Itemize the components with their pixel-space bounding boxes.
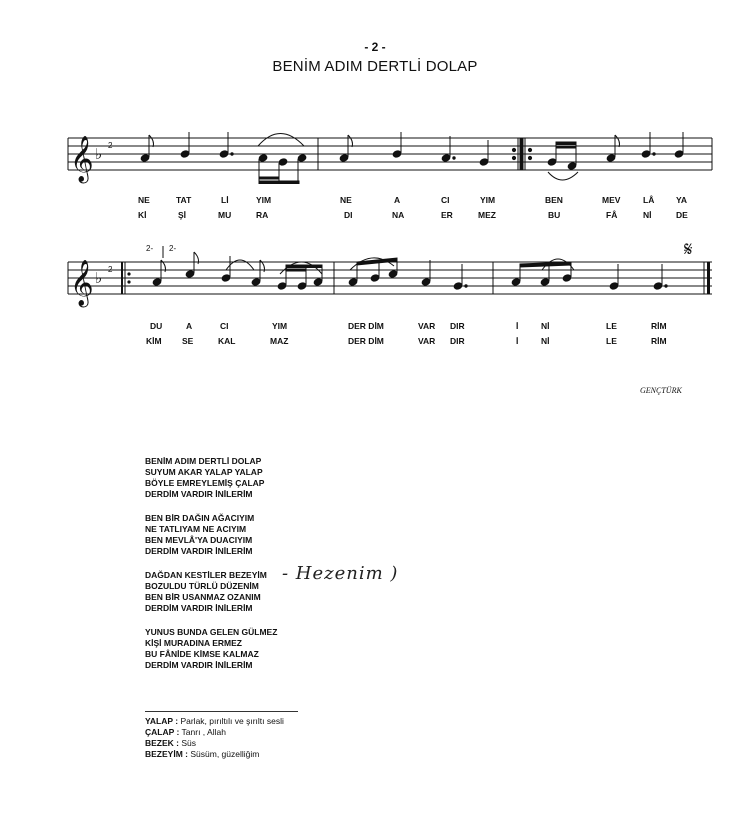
arranger-credit: GENÇTÜRK [640, 386, 682, 395]
lyric: NE [340, 195, 352, 205]
lyric: BU [548, 210, 561, 220]
glossary-definition: Tanrı , Allah [181, 727, 226, 737]
lyric: VAR [418, 336, 436, 346]
lyric: İ [516, 336, 519, 346]
lyric: YIM [256, 195, 272, 205]
glossary-term: BEZEK : [145, 738, 179, 748]
lyric: YIM [480, 195, 496, 205]
lyric: SE [182, 336, 194, 346]
staff-1-lyrics-line-1 [138, 194, 687, 205]
glossary-term: YALAP : [145, 716, 179, 726]
song-title: BENİM ADIM DERTLİ DOLAP [272, 58, 478, 75]
glossary-definition: Süsüm, güzelliğim [190, 749, 260, 759]
lyric: BEN [545, 195, 563, 205]
poem-line: BÖYLE EMREYLEMİŞ ÇALAP [145, 478, 265, 488]
glossary-entry [145, 749, 284, 760]
poem-line: BEN BİR USANMAZ OZANIM [145, 592, 261, 602]
lyric: YIM [272, 321, 288, 331]
lyric: ER [441, 210, 453, 220]
treble-clef-icon: 𝄞 [70, 260, 94, 306]
glossary-entry [145, 738, 284, 749]
lyric: LE [606, 336, 617, 346]
lyric: DIR [450, 336, 465, 346]
poem-stanza-3 [145, 570, 267, 614]
lyric: NA [392, 210, 405, 220]
staff-2-lyrics-line-2 [146, 336, 667, 346]
poem-stanza-2 [145, 513, 254, 557]
lyric: RA [256, 210, 269, 220]
lyric: LE [606, 321, 617, 331]
lyric: DI [344, 210, 353, 220]
lyric: Nİ [541, 336, 550, 346]
lyric: RİM [651, 336, 667, 346]
poem-line: BENİM ADIM DERTLİ DOLAP [145, 456, 262, 466]
lyric: A [394, 195, 401, 205]
glossary [145, 716, 284, 760]
lyric: MEZ [478, 210, 496, 220]
poem-line: DERDİM VARDIR İNİLERİM [145, 660, 253, 670]
lyric: MAZ [270, 336, 289, 346]
lyric: DIR [450, 321, 465, 331]
lyric: MU [218, 210, 232, 220]
lyric: LÂ [643, 195, 655, 205]
lyric: Lİ [221, 195, 229, 205]
lyric: Nİ [643, 210, 652, 220]
poem-line: NE TATLIYAM NE ACIYIM [145, 524, 247, 534]
lyric: RİM [651, 321, 667, 331]
poem-line: DERDİM VARDIR İNİLERİM [145, 546, 253, 556]
staff-1-notes [140, 132, 684, 184]
staff-2-lyrics-line-1 [150, 321, 667, 331]
glossary-definition: Parlak, pırıltılı ve şırıltı sesli [180, 716, 284, 726]
flat-icon: ♭ [95, 269, 103, 287]
lyric: NE [138, 195, 150, 205]
lyric: DER DİM [348, 336, 384, 346]
lyric: TAT [176, 195, 192, 205]
poem-line: DAĞDAN KESTİLER BEZEYİM [145, 570, 267, 580]
poem-line: YUNUS BUNDA GELEN GÜLMEZ [145, 627, 278, 637]
glossary-term: BEZEYİM : [145, 749, 188, 759]
footnote-divider [145, 711, 298, 712]
time-signature: 2 [108, 265, 113, 274]
flat-icon: ♭ [95, 145, 103, 163]
lyric: VAR [418, 321, 436, 331]
poem-line: DERDİM VARDIR İNİLERİM [145, 603, 253, 613]
segno-icon: 𝄋 [684, 237, 693, 261]
staff-1-lyrics-line-2 [138, 209, 688, 220]
lyric: DER DİM [348, 321, 384, 331]
glossary-definition: Süs [181, 738, 197, 748]
page-number: - 2 - [364, 40, 386, 54]
poem-line: KİŞİ MURADINA ERMEZ [145, 638, 242, 648]
staff-2-notes [152, 252, 667, 290]
glossary-entry [145, 716, 284, 727]
poem-line: BEN BİR DAĞIN AĞACIYIM [145, 513, 255, 523]
lyric: YA [676, 195, 688, 205]
poem-line: BOZULDU TÜRLÜ DÜZENİM [145, 581, 259, 591]
lyric: Şİ [178, 210, 187, 220]
lyric: İ [516, 321, 519, 331]
lyric: DE [676, 210, 688, 220]
glossary-term: ÇALAP : [145, 727, 180, 737]
lyric: CI [220, 321, 229, 331]
poem-line: BU FÂNİDE KİMSE KALMAZ [145, 649, 259, 659]
final-barline [707, 262, 710, 294]
glossary-entry [145, 727, 284, 738]
volta-label: 2- [146, 244, 154, 253]
lyric: FÂ [606, 210, 618, 220]
sheet-music [0, 0, 750, 370]
poem-line: BEN MEVLÂ'YA DUACIYIM [145, 535, 253, 545]
poem-stanza-1 [145, 456, 264, 500]
lyric: Kİ [138, 210, 147, 220]
poem-line: SUYUM AKAR YALAP YALAP [145, 467, 263, 477]
volta-label: 2- [169, 244, 177, 253]
lyric: Nİ [541, 321, 550, 331]
poem-stanza-4 [145, 627, 277, 671]
time-signature: 2 [108, 141, 113, 150]
lyric: KİM [146, 336, 162, 346]
handwritten-note: - Hezenim ) [282, 563, 399, 584]
lyric: KAL [218, 336, 236, 346]
treble-clef-icon: 𝄞 [70, 136, 94, 182]
lyric: CI [441, 195, 450, 205]
lyric: A [186, 321, 193, 331]
lyric: MEV [602, 195, 621, 205]
poem-line: DERDİM VARDIR İNİLERİM [145, 489, 253, 499]
lyric: DU [150, 321, 163, 331]
